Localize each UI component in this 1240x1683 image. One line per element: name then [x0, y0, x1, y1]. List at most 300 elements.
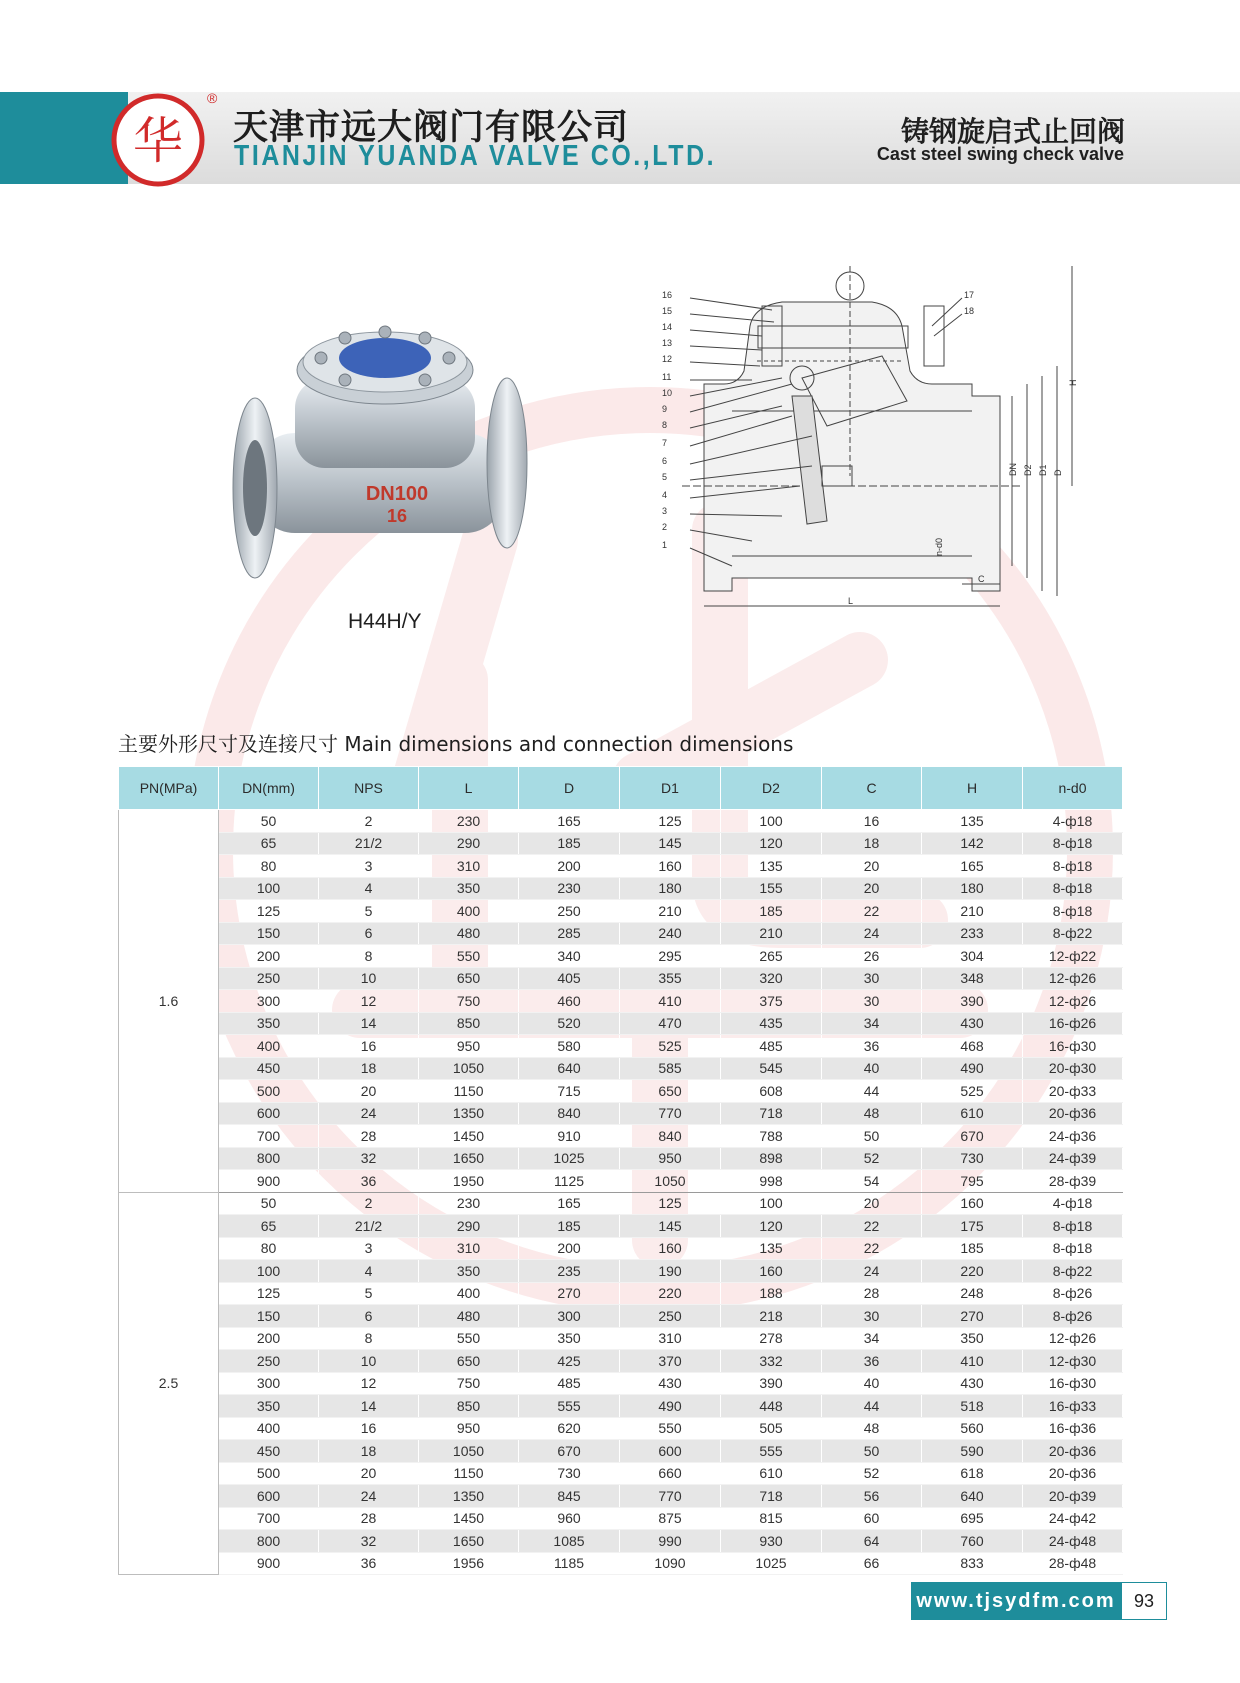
table-cell: 600 — [620, 1440, 721, 1463]
table-cell: 670 — [519, 1440, 620, 1463]
table-row — [119, 1485, 1123, 1508]
table-cell: 50 — [219, 810, 319, 833]
valve-photo — [225, 318, 543, 598]
table-cell: 210 — [721, 922, 822, 945]
table-cell: 450 — [219, 1057, 319, 1080]
table-cell: 12-ф26 — [1023, 990, 1123, 1013]
table-cell: 28 — [822, 1282, 922, 1305]
table-row — [119, 877, 1123, 900]
table-cell: 718 — [721, 1485, 822, 1508]
table-cell: 833 — [922, 1552, 1023, 1575]
table-cell: 8-ф18 — [1023, 1215, 1123, 1238]
svg-text:DN100: DN100 — [365, 483, 429, 505]
table-cell: 16-ф33 — [1023, 1395, 1123, 1418]
table-cell: 188 — [721, 1282, 822, 1305]
table-cell: 150 — [219, 1305, 319, 1328]
table-cell: 50 — [219, 1192, 319, 1215]
table-cell: 375 — [721, 990, 822, 1013]
table-cell: 700 — [219, 1125, 319, 1148]
table-cell: 22 — [822, 1237, 922, 1260]
table-cell: 390 — [721, 1372, 822, 1395]
table-cell: 390 — [922, 990, 1023, 1013]
table-cell: 800 — [219, 1530, 319, 1553]
table-cell: 120 — [721, 832, 822, 855]
table-cell: 10 — [319, 967, 419, 990]
header-cell: n-d0 — [1023, 767, 1123, 810]
table-cell: 300 — [519, 1305, 620, 1328]
table-cell: 235 — [519, 1260, 620, 1283]
table-cell: 230 — [419, 810, 519, 833]
table-cell: 350 — [419, 877, 519, 900]
table-row — [119, 1305, 1123, 1328]
model-label: H44H/Y — [348, 610, 422, 633]
svg-text:1: 1 — [662, 540, 668, 550]
table-row — [119, 922, 1123, 945]
table-row — [119, 1080, 1123, 1103]
table-cell: 16-ф26 — [1023, 1012, 1123, 1035]
table-cell: 30 — [822, 1305, 922, 1328]
table-cell: 1125 — [519, 1170, 620, 1193]
table-cell: 8-ф22 — [1023, 922, 1123, 945]
table-cell: 26 — [822, 945, 922, 968]
table-cell: 750 — [419, 1372, 519, 1395]
pn-group-2-5 — [119, 1192, 1123, 1575]
table-cell: 585 — [620, 1057, 721, 1080]
pn-cell: 1.6 — [119, 810, 219, 1193]
table-cell: 930 — [721, 1530, 822, 1553]
table-row — [119, 1395, 1123, 1418]
table-cell: 1025 — [721, 1552, 822, 1575]
header-cell: D1 — [620, 767, 721, 810]
table-cell: 36 — [319, 1552, 419, 1575]
table-cell: 795 — [922, 1170, 1023, 1193]
table-cell: 840 — [620, 1125, 721, 1148]
table-cell: 285 — [519, 922, 620, 945]
table-cell: 350 — [219, 1395, 319, 1418]
table-cell: 898 — [721, 1147, 822, 1170]
table-cell: 290 — [419, 1215, 519, 1238]
table-cell: 640 — [519, 1057, 620, 1080]
table-cell: 480 — [419, 922, 519, 945]
table-cell: 175 — [922, 1215, 1023, 1238]
svg-text:17: 17 — [964, 290, 975, 300]
table-cell: 6 — [319, 922, 419, 945]
table-cell: 332 — [721, 1350, 822, 1373]
table-cell: 8-ф26 — [1023, 1305, 1123, 1328]
table-cell: 200 — [219, 945, 319, 968]
table-cell: 290 — [419, 832, 519, 855]
table-cell: 430 — [922, 1012, 1023, 1035]
table-cell: 65 — [219, 832, 319, 855]
product-title-cn: 铸钢旋启式止回阀 — [900, 115, 1125, 148]
svg-text:D1: D1 — [1038, 464, 1048, 476]
table-cell: 200 — [519, 1237, 620, 1260]
table-row — [119, 1372, 1123, 1395]
table-cell: 185 — [721, 900, 822, 923]
table-cell: 8-ф18 — [1023, 1237, 1123, 1260]
table-cell: 1050 — [419, 1057, 519, 1080]
table-cell: 470 — [620, 1012, 721, 1035]
table-cell: 230 — [419, 1192, 519, 1215]
table-cell: 66 — [822, 1552, 922, 1575]
table-cell: 142 — [922, 832, 1023, 855]
table-cell: 460 — [519, 990, 620, 1013]
table-cell: 640 — [922, 1485, 1023, 1508]
table-cell: 12-ф22 — [1023, 945, 1123, 968]
table-cell: 28-ф48 — [1023, 1552, 1123, 1575]
table-cell: 310 — [419, 855, 519, 878]
table-cell: 248 — [922, 1282, 1023, 1305]
table-cell: 14 — [319, 1395, 419, 1418]
table-cell: 24 — [319, 1102, 419, 1125]
table-cell: 44 — [822, 1080, 922, 1103]
table-cell: 430 — [922, 1372, 1023, 1395]
svg-text:16: 16 — [662, 290, 673, 300]
table-cell: 48 — [822, 1102, 922, 1125]
table-cell: 20 — [822, 855, 922, 878]
table-cell: 760 — [922, 1530, 1023, 1553]
svg-text:12: 12 — [662, 354, 673, 364]
table-cell: 610 — [922, 1102, 1023, 1125]
table-header-row — [119, 767, 1123, 810]
table-row — [119, 967, 1123, 990]
table-cell: 1050 — [419, 1440, 519, 1463]
table-row — [119, 1282, 1123, 1305]
table-cell: 400 — [419, 1282, 519, 1305]
table-cell: 550 — [419, 945, 519, 968]
table-cell: 28 — [319, 1507, 419, 1530]
table-cell: 28 — [319, 1125, 419, 1148]
table-cell: 20 — [822, 877, 922, 900]
table-cell: 155 — [721, 877, 822, 900]
table-cell: 850 — [419, 1012, 519, 1035]
svg-text:H: H — [1068, 379, 1078, 386]
table-cell: 80 — [219, 855, 319, 878]
table-cell: 650 — [620, 1080, 721, 1103]
table-cell: 50 — [822, 1440, 922, 1463]
table-cell: 220 — [922, 1260, 1023, 1283]
table-cell: 135 — [721, 1237, 822, 1260]
table-cell: 5 — [319, 1282, 419, 1305]
table-cell: 250 — [519, 900, 620, 923]
table-row — [119, 1552, 1123, 1575]
table-cell: 20-ф36 — [1023, 1440, 1123, 1463]
table-cell: 620 — [519, 1417, 620, 1440]
svg-text:9: 9 — [662, 404, 668, 414]
table-row — [119, 1350, 1123, 1373]
svg-text:15: 15 — [662, 306, 673, 316]
website-link[interactable]: www.tjsydfm.com — [911, 1582, 1121, 1620]
table-cell: 4 — [319, 877, 419, 900]
svg-text:2: 2 — [662, 522, 668, 532]
table-row — [119, 1125, 1123, 1148]
table-cell: 1650 — [419, 1530, 519, 1553]
table-cell: 16-ф36 — [1023, 1417, 1123, 1440]
table-cell: 165 — [519, 1192, 620, 1215]
table-cell: 580 — [519, 1035, 620, 1058]
table-row — [119, 900, 1123, 923]
table-cell: 998 — [721, 1170, 822, 1193]
table-cell: 1350 — [419, 1102, 519, 1125]
table-cell: 545 — [721, 1057, 822, 1080]
table-cell: 200 — [519, 855, 620, 878]
table-cell: 1650 — [419, 1147, 519, 1170]
table-cell: 350 — [519, 1327, 620, 1350]
table-cell: 4-ф18 — [1023, 810, 1123, 833]
table-cell: 1150 — [419, 1080, 519, 1103]
table-cell: 840 — [519, 1102, 620, 1125]
table-row — [119, 945, 1123, 968]
table-cell: 730 — [922, 1147, 1023, 1170]
company-logo-icon — [103, 92, 213, 188]
svg-text:13: 13 — [662, 338, 673, 348]
table-cell: 125 — [620, 1192, 721, 1215]
table-cell: 410 — [620, 990, 721, 1013]
svg-text:D: D — [1053, 469, 1063, 476]
table-cell: 505 — [721, 1417, 822, 1440]
table-cell: 850 — [419, 1395, 519, 1418]
table-cell: 650 — [419, 1350, 519, 1373]
table-cell: 3 — [319, 855, 419, 878]
table-cell: 32 — [319, 1147, 419, 1170]
table-row — [119, 1440, 1123, 1463]
table-cell: 100 — [219, 1260, 319, 1283]
table-cell: 5 — [319, 900, 419, 923]
table-cell: 250 — [219, 967, 319, 990]
table-cell: 718 — [721, 1102, 822, 1125]
table-cell: 36 — [319, 1170, 419, 1193]
table-cell: 400 — [219, 1417, 319, 1440]
table-cell: 1150 — [419, 1462, 519, 1485]
table-row — [119, 1327, 1123, 1350]
table-cell: 1185 — [519, 1552, 620, 1575]
table-cell: 18 — [319, 1440, 419, 1463]
table-cell: 350 — [219, 1012, 319, 1035]
dimensions-table — [118, 766, 1123, 1575]
table-cell: 145 — [620, 832, 721, 855]
table-cell: 24 — [319, 1485, 419, 1508]
table-cell: 150 — [219, 922, 319, 945]
table-cell: 24-ф42 — [1023, 1507, 1123, 1530]
table-cell: 6 — [319, 1305, 419, 1328]
table-cell: 16 — [319, 1417, 419, 1440]
table-cell: 1025 — [519, 1147, 620, 1170]
svg-text:DN: DN — [1008, 463, 1018, 476]
table-cell: 2 — [319, 1192, 419, 1215]
registered-mark: ® — [207, 90, 218, 106]
table-cell: 22 — [822, 900, 922, 923]
table-cell: 2 — [319, 810, 419, 833]
table-row — [119, 1462, 1123, 1485]
table-cell: 1450 — [419, 1125, 519, 1148]
table-cell: 135 — [721, 855, 822, 878]
table-cell: 210 — [922, 900, 1023, 923]
pn-group-1-6 — [119, 810, 1123, 1193]
table-cell: 410 — [922, 1350, 1023, 1373]
table-cell: 400 — [219, 1035, 319, 1058]
table-cell: 770 — [620, 1102, 721, 1125]
table-cell: 52 — [822, 1147, 922, 1170]
table-cell: 190 — [620, 1260, 721, 1283]
table-cell: 750 — [419, 990, 519, 1013]
table-cell: 788 — [721, 1125, 822, 1148]
table-cell: 12-ф26 — [1023, 967, 1123, 990]
svg-text:7: 7 — [662, 438, 668, 448]
table-row — [119, 855, 1123, 878]
table-cell: 24-ф39 — [1023, 1147, 1123, 1170]
table-cell: 30 — [822, 967, 922, 990]
header-cell: L — [419, 767, 519, 810]
table-cell: 400 — [419, 900, 519, 923]
table-row — [119, 1507, 1123, 1530]
table-cell: 36 — [822, 1035, 922, 1058]
table-cell: 265 — [721, 945, 822, 968]
table-cell: 145 — [620, 1215, 721, 1238]
table-cell: 355 — [620, 967, 721, 990]
header-cell: D — [519, 767, 620, 810]
table-cell: 18 — [822, 832, 922, 855]
table-cell: 730 — [519, 1462, 620, 1485]
table-cell: 590 — [922, 1440, 1023, 1463]
table-cell: 80 — [219, 1237, 319, 1260]
company-name-cn: 天津市远大阀门有限公司 — [233, 108, 630, 148]
header-cell: NPS — [319, 767, 419, 810]
table-cell: 950 — [620, 1147, 721, 1170]
table-cell: 54 — [822, 1170, 922, 1193]
table-cell: 12-ф26 — [1023, 1327, 1123, 1350]
table-cell: 30 — [822, 990, 922, 1013]
table-cell: 20-ф39 — [1023, 1485, 1123, 1508]
table-cell: 125 — [219, 900, 319, 923]
table-cell: 12-ф30 — [1023, 1350, 1123, 1373]
table-row — [119, 1530, 1123, 1553]
table-cell: 52 — [822, 1462, 922, 1485]
table-cell: 4-ф18 — [1023, 1192, 1123, 1215]
table-cell: 435 — [721, 1012, 822, 1035]
table-cell: 448 — [721, 1395, 822, 1418]
table-cell: 20-ф36 — [1023, 1102, 1123, 1125]
table-cell: 270 — [922, 1305, 1023, 1328]
table-cell: 8-ф26 — [1023, 1282, 1123, 1305]
table-cell: 36 — [822, 1350, 922, 1373]
table-row — [119, 1035, 1123, 1058]
table-cell: 950 — [419, 1417, 519, 1440]
table-cell: 560 — [922, 1417, 1023, 1440]
table-cell: 608 — [721, 1080, 822, 1103]
table-cell: 348 — [922, 967, 1023, 990]
svg-text:n-d0: n-d0 — [934, 537, 944, 556]
svg-text:5: 5 — [662, 472, 668, 482]
table-cell: 1085 — [519, 1530, 620, 1553]
table-cell: 1950 — [419, 1170, 519, 1193]
table-cell: 24-ф36 — [1023, 1125, 1123, 1148]
svg-text:14: 14 — [662, 322, 673, 332]
table-cell: 56 — [822, 1485, 922, 1508]
table-cell: 450 — [219, 1440, 319, 1463]
table-cell: 320 — [721, 967, 822, 990]
table-cell: 100 — [219, 877, 319, 900]
table-cell: 21/2 — [319, 1215, 419, 1238]
table-cell: 430 — [620, 1372, 721, 1395]
table-cell: 555 — [519, 1395, 620, 1418]
table-cell: 310 — [620, 1327, 721, 1350]
table-cell: 250 — [620, 1305, 721, 1328]
table-cell: 520 — [519, 1012, 620, 1035]
table-cell: 200 — [219, 1327, 319, 1350]
table-cell: 160 — [721, 1260, 822, 1283]
table-cell: 4 — [319, 1260, 419, 1283]
table-cell: 485 — [519, 1372, 620, 1395]
table-row — [119, 1012, 1123, 1035]
svg-text:C: C — [978, 574, 985, 584]
table-cell: 304 — [922, 945, 1023, 968]
table-cell: 1956 — [419, 1552, 519, 1575]
table-cell: 100 — [721, 810, 822, 833]
table-cell: 22 — [822, 1215, 922, 1238]
table-row — [119, 832, 1123, 855]
table-cell: 24-ф48 — [1023, 1530, 1123, 1553]
table-cell: 490 — [922, 1057, 1023, 1080]
svg-text:4: 4 — [662, 490, 668, 500]
table-row — [119, 1102, 1123, 1125]
table-cell: 165 — [922, 855, 1023, 878]
table-cell: 350 — [419, 1260, 519, 1283]
table-cell: 900 — [219, 1552, 319, 1575]
table-cell: 125 — [219, 1282, 319, 1305]
table-cell: 8-ф18 — [1023, 832, 1123, 855]
svg-text:L: L — [848, 596, 854, 606]
table-cell: 185 — [519, 832, 620, 855]
table-cell: 20 — [822, 1192, 922, 1215]
table-cell: 3 — [319, 1237, 419, 1260]
table-cell: 610 — [721, 1462, 822, 1485]
table-cell: 715 — [519, 1080, 620, 1103]
svg-text:8: 8 — [662, 420, 668, 430]
table-cell: 525 — [922, 1080, 1023, 1103]
pn-cell: 2.5 — [119, 1192, 219, 1575]
table-cell: 40 — [822, 1057, 922, 1080]
table-cell: 16 — [822, 810, 922, 833]
table-row — [119, 1417, 1123, 1440]
table-cell: 32 — [319, 1530, 419, 1553]
table-cell: 135 — [922, 810, 1023, 833]
table-cell: 990 — [620, 1530, 721, 1553]
table-cell: 845 — [519, 1485, 620, 1508]
header-cell: DN(mm) — [219, 767, 319, 810]
company-name-en: TIANJIN YUANDA VALVE CO.,LTD. — [234, 140, 717, 172]
table-row — [119, 1147, 1123, 1170]
table-cell: 600 — [219, 1102, 319, 1125]
table-cell: 405 — [519, 967, 620, 990]
table-cell: 24 — [822, 1260, 922, 1283]
table-cell: 650 — [419, 967, 519, 990]
table-cell: 160 — [922, 1192, 1023, 1215]
table-cell: 700 — [219, 1507, 319, 1530]
table-cell: 20-ф36 — [1023, 1462, 1123, 1485]
svg-text:华: 华 — [133, 112, 183, 170]
table-cell: 125 — [620, 810, 721, 833]
table-cell: 165 — [519, 810, 620, 833]
table-cell: 278 — [721, 1327, 822, 1350]
page-number: 93 — [1121, 1582, 1167, 1620]
svg-text:3: 3 — [662, 506, 668, 516]
table-cell: 340 — [519, 945, 620, 968]
product-title-en: Cast steel swing check valve — [876, 144, 1124, 164]
table-cell: 468 — [922, 1035, 1023, 1058]
table-cell: 120 — [721, 1215, 822, 1238]
header-cell: C — [822, 767, 922, 810]
table-cell: 518 — [922, 1395, 1023, 1418]
